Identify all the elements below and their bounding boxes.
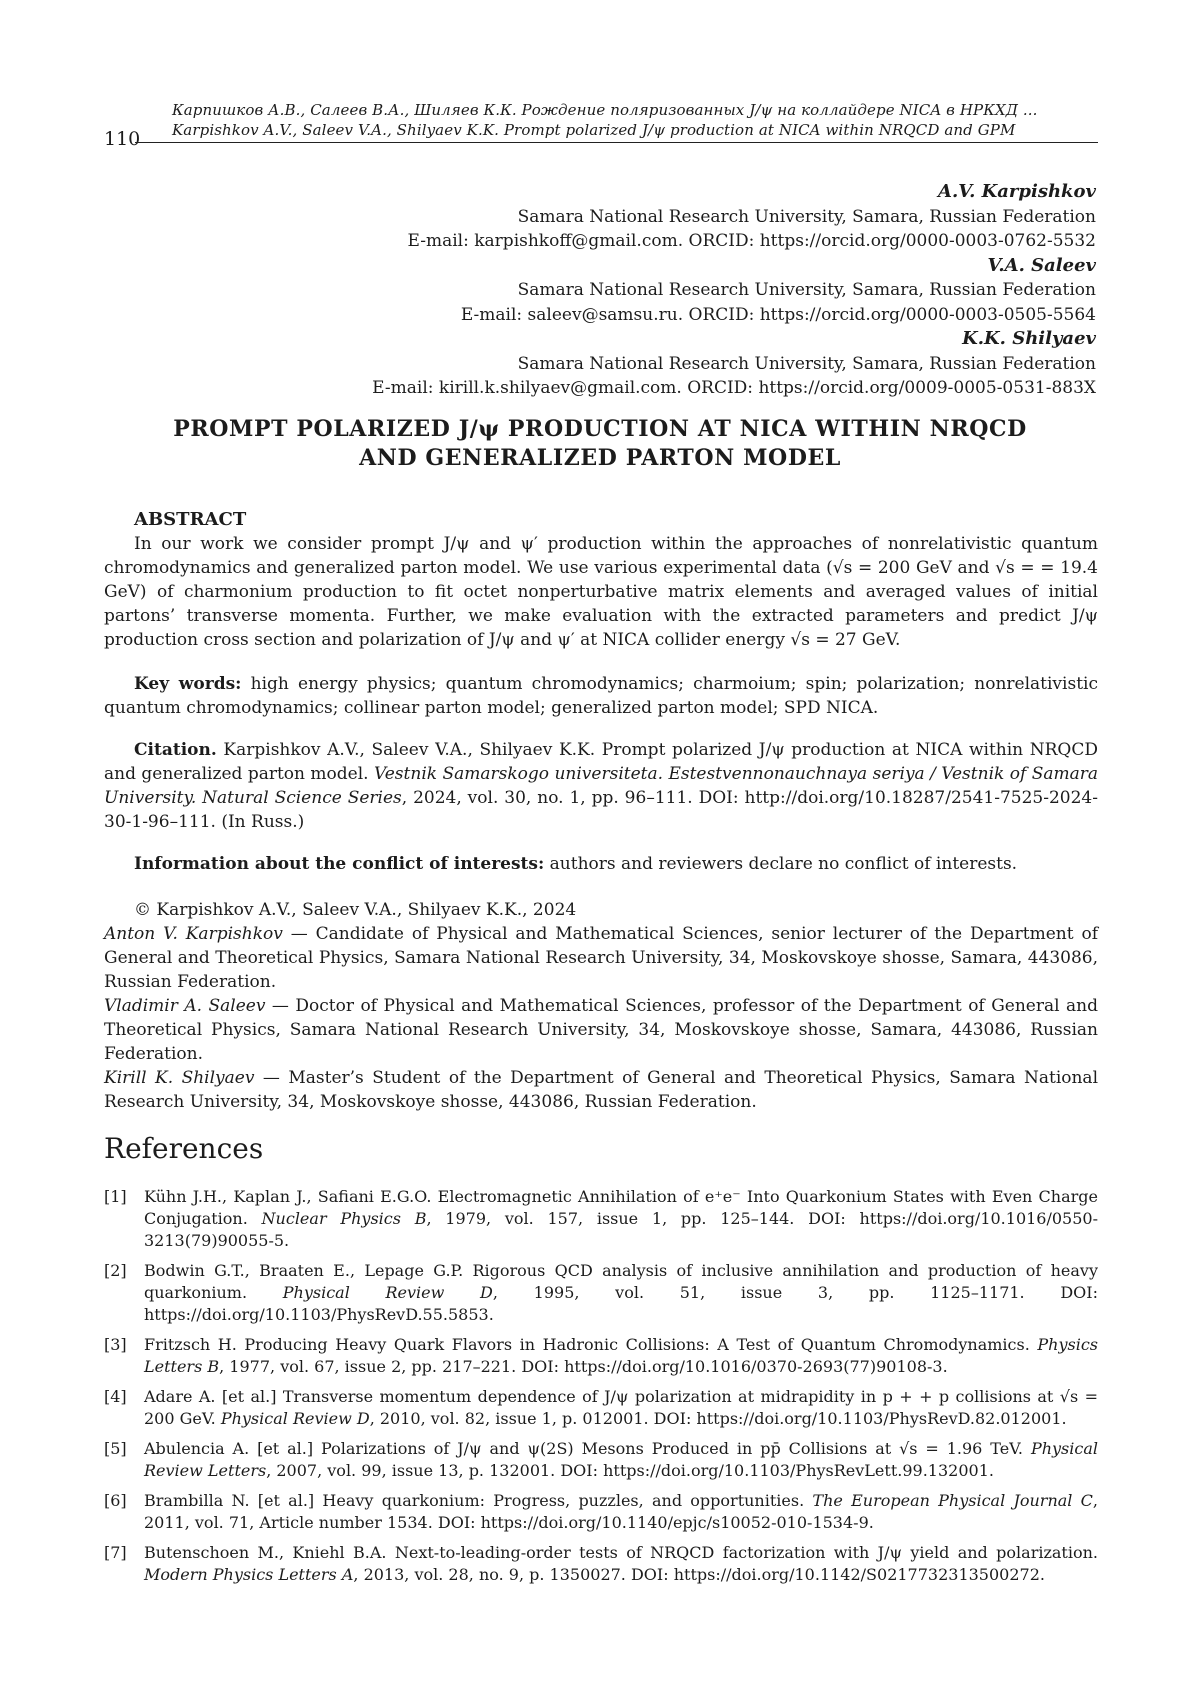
reference-text [144, 1260, 1098, 1326]
keywords-text: high energy physics; quantum chromodynamics; charmoium; spin; polarization; nonrelativistic quantum chromodynamics; collinear parton model; generalized parton model; SPD NICA. [104, 674, 1098, 718]
reference-details[interactable]: , 1979, vol. 157, issue 1, pp. 125–144. DOI: https://doi.org/10.1016/0550-3213(79)90055-5. [144, 1209, 1098, 1250]
author-name: V.A. Saleev [987, 254, 1096, 276]
reference-item [104, 1334, 1098, 1378]
reference-journal: Physical Review D [220, 1409, 370, 1428]
reference-number: [5] [104, 1439, 127, 1458]
conflict-text: authors and reviewers declare no conflict of interests. [549, 854, 1018, 874]
author-name: K.K. Shilyaev [962, 328, 1096, 349]
author-info-entry [104, 922, 1098, 994]
author-info-text: — Master’s Student of the Department of General and Theoretical Physics, Samara National Research University, 34, Moskovskoye shosse, 443086, Russian Federation. [104, 1068, 1099, 1112]
reference-item [104, 1260, 1098, 1326]
author-contact[interactable]: E-mail: saleev@samsu.ru. ORCID: https://orcid.org/0000-0003-0505-5564 [460, 304, 1096, 325]
reference-journal: Physics Letters B [144, 1335, 1098, 1376]
reference-item [104, 1490, 1098, 1534]
reference-authors-title: Adare A. [et al.] Transverse momentum dependence of J/ψ polarization at midrapidity in p + + p collisions at √s = 200 GeV. [144, 1387, 1098, 1428]
reference-details[interactable]: , 1995, vol. 51, issue 3, pp. 1125–1171. DOI: https://doi.org/10.1103/PhysRevD.55.5853. [144, 1283, 1098, 1324]
reference-details[interactable]: , 2007, vol. 99, issue 13, p. 132001. DOI: https://doi.org/10.1103/PhysRevLett.99.132001. [266, 1461, 994, 1480]
page-number: 110 [104, 128, 141, 150]
reference-authors-title: Kühn J.H., Kaplan J., Safiani E.G.O. Electromagnetic Annihilation of e⁺e⁻ Into Quarkonium States with Even Charge Conjugation. [144, 1187, 1098, 1228]
reference-journal: Modern Physics Letters A [144, 1565, 354, 1584]
reference-number: [7] [104, 1543, 127, 1562]
conflict-label: Information about the conflict of interests: [134, 854, 545, 874]
copyright-line: © Karpishkov A.V., Saleev V.A., Shilyaev K.K., 2024 [134, 900, 577, 920]
reference-item [104, 1386, 1098, 1430]
reference-details[interactable]: , 2013, vol. 28, no. 9, p. 1350027. DOI: https://doi.org/10.1142/S0217732313500272. [353, 1565, 1045, 1584]
reference-journal: Physical Review D [282, 1283, 493, 1302]
header-rule [135, 142, 1098, 143]
keywords-paragraph [104, 672, 1098, 720]
reference-number: [1] [104, 1187, 127, 1206]
citation-paragraph [104, 738, 1098, 834]
reference-authors-title: Bodwin G.T., Braaten E., Lepage G.P. Rigorous QCD analysis of inclusive annihilation and production of heavy quarkonium. [144, 1261, 1098, 1302]
reference-details[interactable]: , 2010, vol. 82, issue 1, p. 012001. DOI: https://doi.org/10.1103/PhysRevD.82.012001. [369, 1409, 1067, 1428]
reference-journal: Nuclear Physics B [261, 1209, 427, 1228]
author-info-name: Anton V. Karpishkov [104, 924, 283, 944]
references-heading: References [104, 1132, 264, 1165]
reference-text [144, 1334, 1098, 1378]
author-affiliation: Samara National Research University, Samara, Russian Federation [517, 280, 1096, 300]
keywords-label: Key words: [134, 674, 242, 694]
citation-details[interactable]: , 2024, vol. 30, no. 1, pp. 96–111. DOI: http://doi.org/10.18287/2541-7525-2024-30-1-96–111. (In Russ.) [104, 788, 1098, 832]
author-info-entry [104, 1066, 1098, 1114]
author-contact[interactable]: E-mail: kirill.k.shilyaev@gmail.com. ORCID: https://orcid.org/0009-0005-0531-883X [372, 378, 1096, 398]
reference-number: [2] [104, 1261, 127, 1280]
author-name: A.V. Karpishkov [938, 181, 1096, 202]
reference-item [104, 1438, 1098, 1482]
abstract-section [104, 508, 1098, 652]
reference-journal: Physical Review Letters [144, 1439, 1098, 1480]
reference-details[interactable]: , 2011, vol. 71, Article number 1534. DOI: https://doi.org/10.1140/epjc/s10052-010-1534-9. [144, 1491, 1098, 1532]
author-affiliation: Samara National Research University, Samara, Russian Federation [517, 206, 1096, 227]
citation-text: Karpishkov A.V., Saleev V.A., Shilyaev K.K. Prompt polarized J/ψ production at NICA within NRQCD and generalized parton model. [104, 740, 1098, 784]
author-affiliation: Samara National Research University, Samara, Russian Federation [517, 353, 1096, 374]
reference-number: [4] [104, 1387, 127, 1406]
reference-authors-title: Brambilla N. [et al.] Heavy quarkonium: Progress, puzzles, and opportunities. [144, 1491, 813, 1510]
reference-text [144, 1186, 1098, 1252]
author-contact[interactable]: E-mail: karpishkoff@gmail.com. ORCID: https://orcid.org/0000-0003-0762-5532 [407, 231, 1096, 251]
reference-item [104, 1542, 1098, 1586]
running-header-ru: Карпишков А.В., Салеев В.А., Шиляев К.К. Рождение поляризованных J/ψ на коллайдере NICA в НРКХД ... [172, 101, 1038, 119]
reference-item [104, 1186, 1098, 1252]
reference-text [144, 1542, 1098, 1586]
paper-title [104, 415, 1096, 473]
citation-journal: Vestnik Samarskogo universiteta. Estestvennonauchnaya seriya / Vestnik of Samara University. Natural Science Series [104, 764, 1099, 808]
author-info-section [104, 898, 1098, 1114]
reference-text [144, 1490, 1098, 1534]
running-header-en: Karpishkov A.V., Saleev V.A., Shilyaev K.K. Prompt polarized J/ψ production at NICA within NRQCD and GPM [172, 121, 1016, 139]
reference-text [144, 1386, 1098, 1430]
reference-text [144, 1438, 1098, 1482]
author-info-name: Vladimir A. Saleev [104, 996, 266, 1016]
paper-title-line-1: PROMPT POLARIZED J/ψ PRODUCTION AT NICA WITHIN NRQCD [173, 416, 1027, 442]
paper-title-line-2: AND GENERALIZED PARTON MODEL [359, 445, 841, 471]
abstract-heading: ABSTRACT [134, 509, 247, 530]
reference-number: [3] [104, 1335, 127, 1354]
reference-details[interactable]: , 1977, vol. 67, issue 2, pp. 217–221. DOI: https://doi.org/10.1016/0370-2693(77)90108-3. [219, 1357, 948, 1376]
reference-number: [6] [104, 1491, 127, 1510]
author-info-text: — Candidate of Physical and Mathematical Sciences, senior lecturer of the Department of General and Theoretical Physics, Samara National Research University, 34, Moskovskoye shosse, Samara, 443086, Russian Federation. [104, 924, 1099, 992]
abstract-text: In our work we consider prompt J/ψ and ψ′ production within the approaches of nonrelativistic quantum chromodynamics and generalized parton model. We use various experimental data (√s = 200 GeV and √s = = 19.4 GeV) of charmonium production to fit octet nonperturbative matrix elements and averaged values of initial partons’ transverse momenta. Further, we make evaluation with the extracted parameters and predict J/ψ production cross section and polarization of J/ψ and ψ′ at NICA collider energy √s = 27 GeV. [104, 534, 1098, 650]
citation-label: Citation. [134, 740, 217, 760]
author-block [96, 180, 1096, 401]
author-info-text: — Doctor of Physical and Mathematical Sciences, professor of the Department of General and Theoretical Physics, Samara National Research University, 34, Moskovskoye shosse, Samara, 443086, Russian Federation. [104, 996, 1098, 1064]
conflict-paragraph [104, 852, 1098, 876]
reference-authors-title: Butenschoen M., Kniehl B.A. Next-to-leading-order tests of NRQCD factorization with J/ψ yield and polarization. [144, 1543, 1098, 1562]
references-list [104, 1186, 1098, 1594]
author-info-entry [104, 994, 1098, 1066]
reference-authors-title: Abulencia A. [et al.] Polarizations of J/ψ and ψ(2S) Mesons Produced in pp̄ Collisions at √s = 1.96 TeV. [144, 1439, 1031, 1458]
reference-journal: The European Physical Journal C [812, 1491, 1093, 1510]
running-header-text [172, 100, 1098, 140]
author-info-name: Kirill K. Shilyaev [104, 1068, 255, 1088]
reference-authors-title: Fritzsch H. Producing Heavy Quark Flavors in Hadronic Collisions: A Test of Quantum Chromodynamics. [144, 1335, 1038, 1354]
